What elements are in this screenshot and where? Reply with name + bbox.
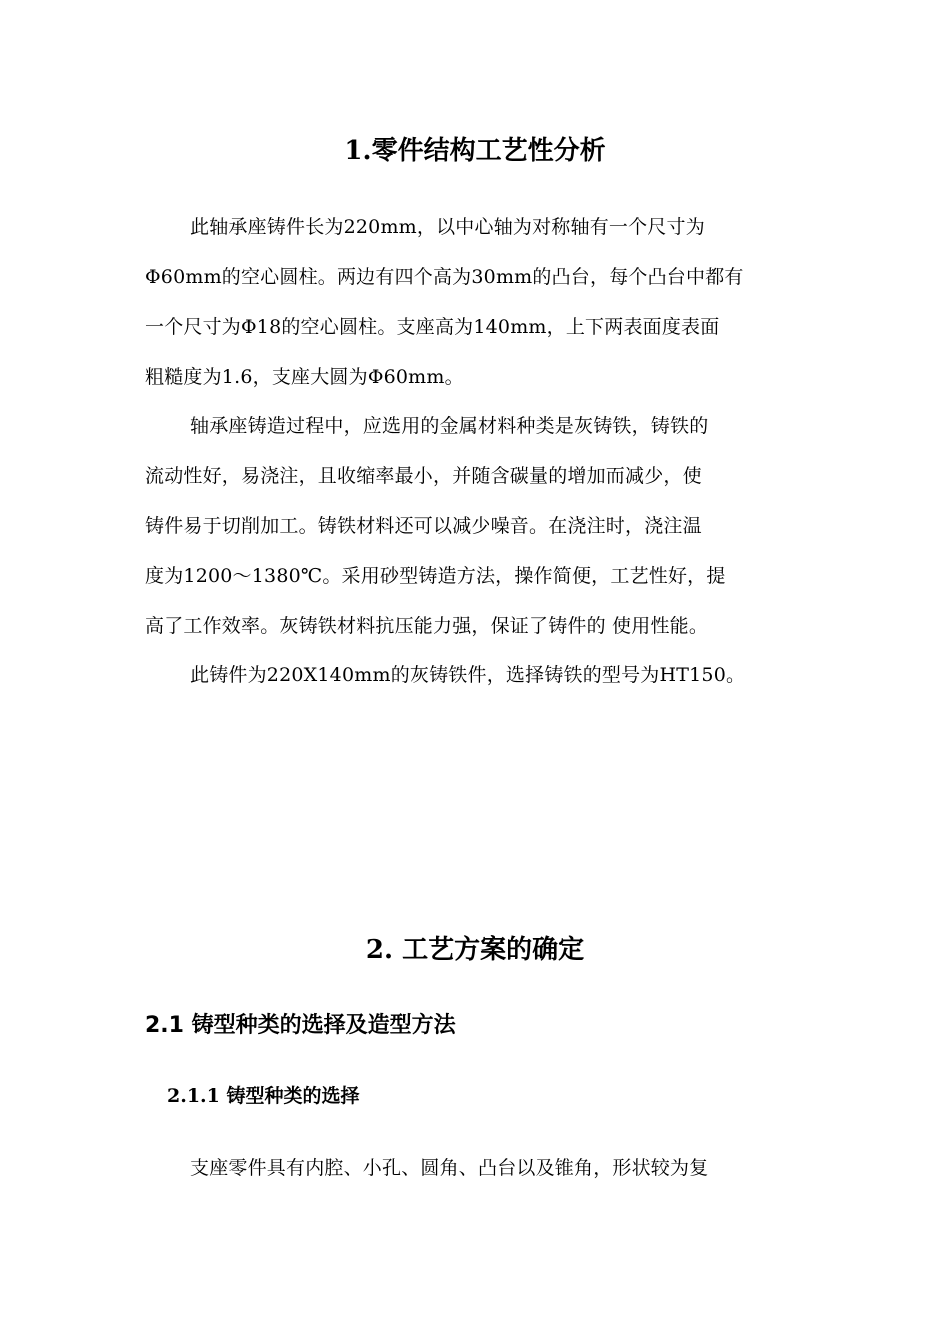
paragraph-line: 粗糙度为1.6，支座大圆为Φ60mm。: [145, 366, 464, 388]
section-2-heading: 2. 工艺方案的确定: [365, 935, 585, 965]
paragraph-line: Φ60mm的空心圆柱。两边有四个高为30mm的凸台，每个凸台中都有: [145, 266, 744, 288]
paragraph-line: 铸件易于切削加工。铸铁材料还可以减少噪音。在浇注时，浇注温: [145, 515, 702, 537]
paragraph-line: 轴承座铸造过程中，应选用的金属材料种类是灰铸铁，铸铁的: [190, 415, 709, 437]
paragraph-line: 度为1200～1380℃。采用砂型铸造方法，操作简便，工艺性好，提: [145, 565, 726, 587]
paragraph-line: 支座零件具有内腔、小孔、圆角、凸台以及锥角，形状较为复: [190, 1157, 709, 1179]
paragraph-line: 此铸件为220X140mm的灰铸铁件，选择铸铁的型号为HT150。: [190, 664, 746, 686]
section-1-heading: 1.零件结构工艺性分析: [344, 136, 606, 166]
subsection-2-1-heading: 2.1 铸型种类的选择及造型方法: [145, 1013, 456, 1038]
paragraph-line: 高了工作效率。灰铸铁材料抗压能力强，保证了铸件的 使用性能。: [145, 615, 709, 637]
paragraph-line: 此轴承座铸件长为220mm，以中心轴为对称轴有一个尺寸为: [190, 216, 705, 238]
paragraph-line: 一个尺寸为Φ18的空心圆柱。支座高为140mm，上下两表面度表面: [145, 316, 720, 338]
subsection-2-1-1-heading: 2.1.1 铸型种类的选择: [167, 1085, 360, 1107]
paragraph-line: 流动性好，易浇注，且收缩率最小，并随含碳量的增加而减少，使: [145, 465, 702, 487]
